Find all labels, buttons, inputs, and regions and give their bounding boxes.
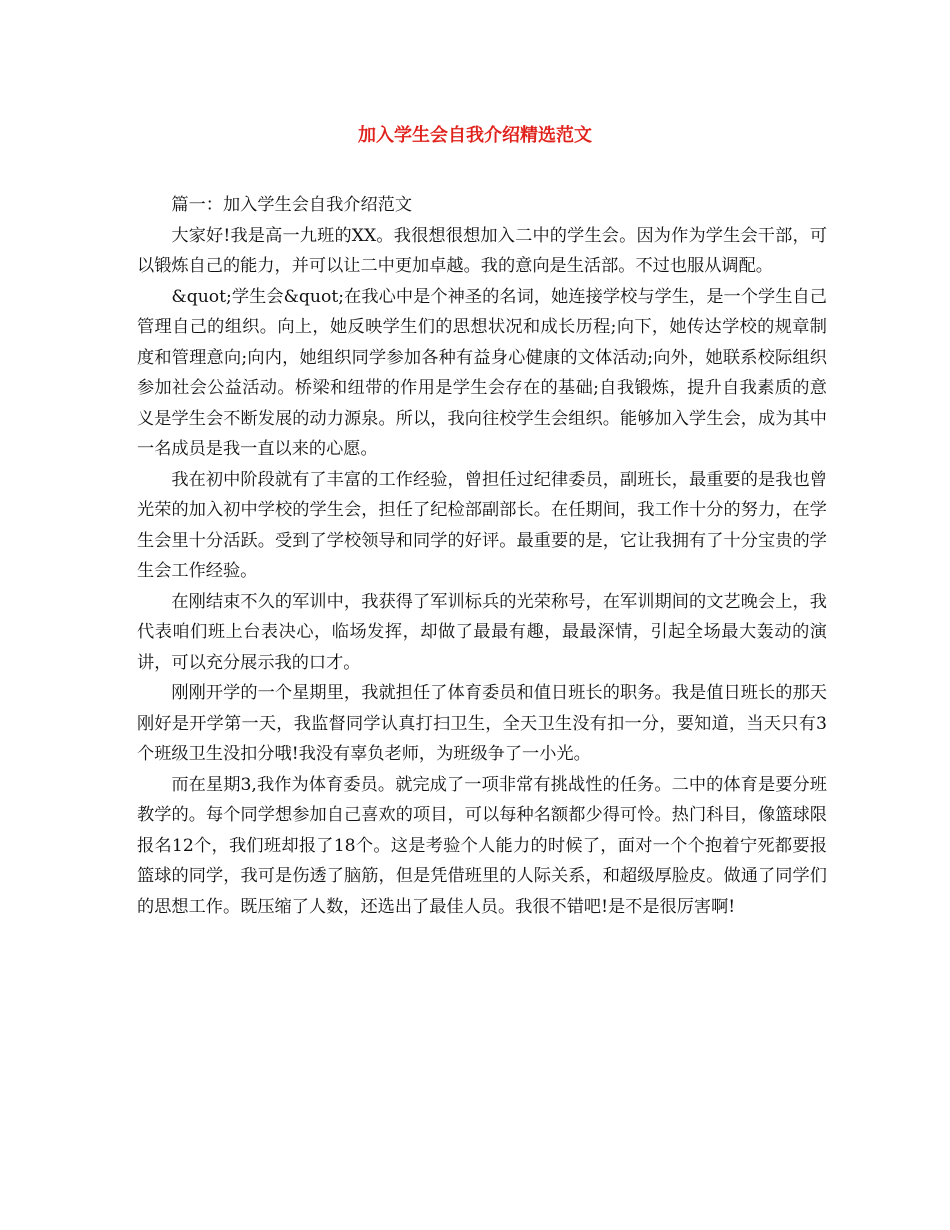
paragraph: &quot;学生会&quot;在我心中是个神圣的名词，她连接学校与学生，是一个学生自己管理自己的组织。向上，她反映学生们的思想状况和成长历程;向下，她传达学校的规章制度和管理意向;向内，她组织同学参加各种有益身心健康的文体活动;向外，她联系校际组织参加社会公益活动。桥梁和纽带的作用是学生会存在的基础;自我锻炼，提升自我素质的意义是学生会不断发展的动力源泉。所以，我向往校学生会组织。能够加入学生会，成为其中一名成员是我一直以来的心愿。: [137, 286, 827, 459]
paragraph: 在刚结束不久的军训中，我获得了军训标兵的光荣称号，在军训期间的文艺晚会上，我代表咱们班上台表决心，临场发挥，却做了最最有趣，最最深情，引起全场最大轰动的演讲，可以充分展示我的口才。: [137, 591, 827, 673]
paragraph: 我在初中阶段就有了丰富的工作经验，曾担任过纪律委员，副班长，最重要的是我也曾光荣的加入初中学校的学生会，担任了纪检部副部长。在任期间，我工作十分的努力，在学生会里十分活跃。受到了学校领导和同学的好评。最重要的是，它让我拥有了十分宝贵的学生会工作经验。: [137, 469, 827, 581]
document-body: [137, 190, 827, 922]
section-heading: 篇一：加入学生会自我介绍范文: [171, 195, 413, 215]
paragraph: 大家好!我是高一九班的XX。我很想很想加入二中的学生会。因为作为学生会干部，可以锻炼自己的能力，并可以让二中更加卓越。我的意向是生活部。不过也服从调配。: [137, 225, 827, 276]
document-title: 加入学生会自我介绍精选范文: [358, 125, 592, 146]
paragraph: 刚刚开学的一个星期里，我就担任了体育委员和值日班长的职务。我是值日班长的那天刚好是开学第一天，我监督同学认真打扫卫生，全天卫生没有扣一分，要知道，当天只有3个班级卫生没扣分哦!我没有辜负老师，为班级争了一小光。: [137, 683, 827, 764]
paragraph: 而在星期3,我作为体育委员。就完成了一项非常有挑战性的任务。二中的体育是要分班教学的。每个同学想参加自己喜欢的项目，可以每种名额都少得可怜。热门科目，像篮球限报名12个，我们班却报了18个。这是考验个人能力的时候了，面对一个个抱着宁死都要报篮球的同学，我可是伤透了脑筋，但是凭借班里的人际关系，和超级厚脸皮。做通了同学们的思想工作。既压缩了人数，还选出了最佳人员。我很不错吧!是不是很厉害啊!: [137, 774, 827, 917]
